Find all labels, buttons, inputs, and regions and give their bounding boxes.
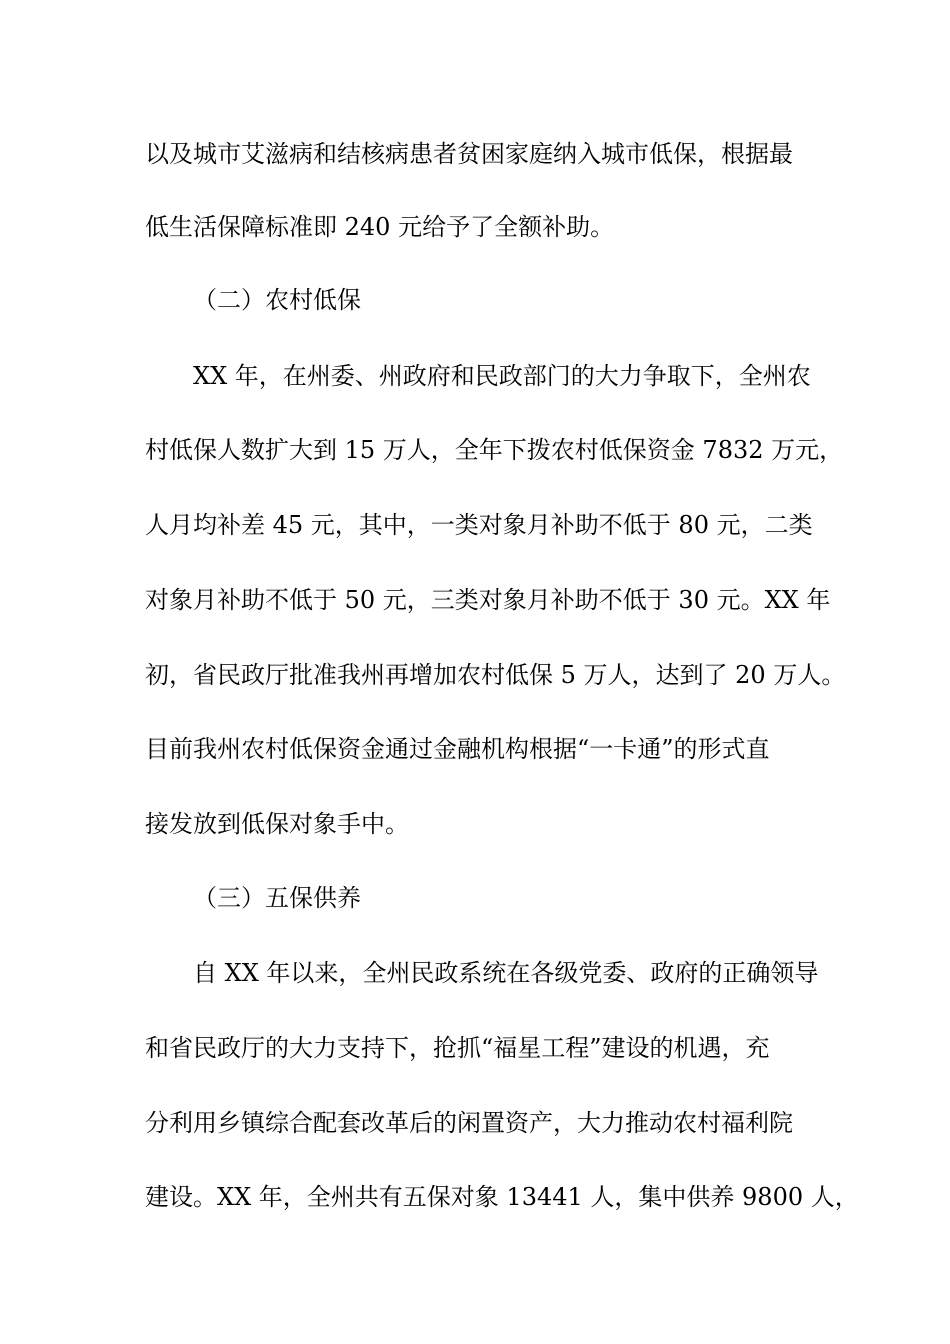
- paragraph-line: 和省民政厅的大力支持下，抢抓“福星工程”建设的机遇，充: [145, 1034, 770, 1062]
- section-heading: （二）农村低保: [193, 286, 361, 314]
- paragraph-line: 目前我州农村低保资金通过金融机构根据“一卡通”的形式直: [145, 735, 770, 763]
- paragraph-line: 对象月补助不低于 50 元，三类对象月补助不低于 30 元。XX 年: [145, 586, 831, 614]
- paragraph-line: XX 年，在州委、州政府和民政部门的大力争取下，全州农: [193, 362, 811, 390]
- paragraph-line: 接发放到低保对象手中。: [145, 810, 409, 838]
- paragraph-line: 人月均补差 45 元，其中，一类对象月补助不低于 80 元，二类: [145, 511, 813, 539]
- paragraph-line: 建设。XX 年，全州共有五保对象 13441 人，集中供养 9800 人，: [145, 1183, 859, 1211]
- paragraph-line: 初，省民政厅批准我州再增加农村低保 5 万人，达到了 20 万人。: [145, 661, 846, 689]
- paragraph-line: 村低保人数扩大到 15 万人，全年下拨农村低保资金 7832 万元，: [145, 436, 844, 464]
- paragraph-line: 以及城市艾滋病和结核病患者贫困家庭纳入城市低保，根据最: [145, 140, 793, 168]
- section-heading: （三）五保供养: [193, 884, 361, 912]
- paragraph-line: 自 XX 年以来，全州民政系统在各级党委、政府的正确领导: [193, 959, 819, 987]
- paragraph-line: 分利用乡镇综合配套改革后的闲置资产，大力推动农村福利院: [145, 1109, 793, 1137]
- paragraph-line: 低生活保障标准即 240 元给予了全额补助。: [145, 213, 615, 241]
